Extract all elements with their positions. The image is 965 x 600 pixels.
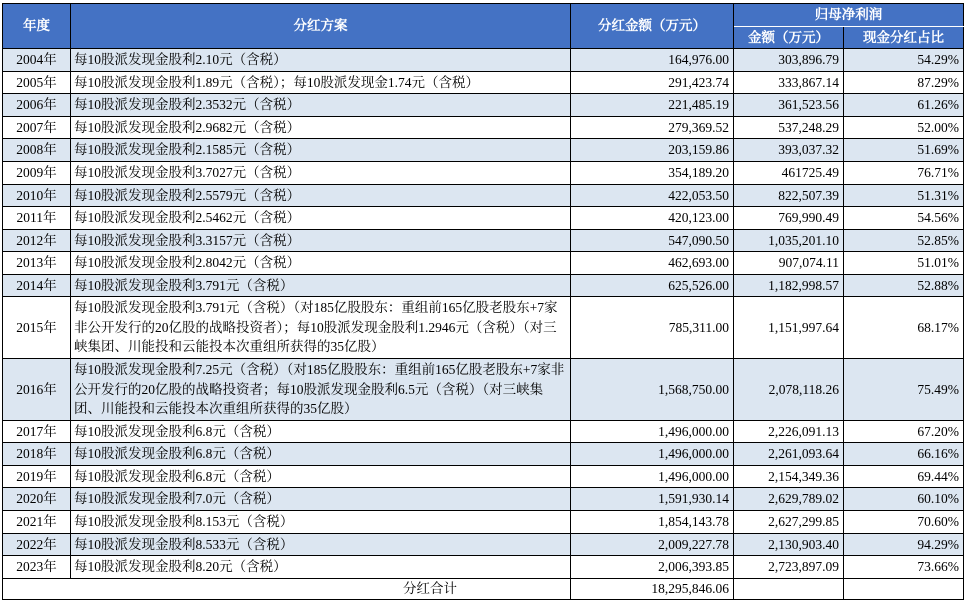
dividend-cell: 547,090.50 (571, 229, 734, 252)
header-payout-ratio: 现金分红占比 (844, 26, 964, 49)
profit-cell: 769,990.49 (734, 207, 844, 230)
plan-cell: 每10股派发现金股利2.1585元（含税） (71, 139, 571, 162)
profit-cell: 1,151,997.64 (734, 297, 844, 359)
profit-cell: 2,130,903.40 (734, 533, 844, 556)
plan-cell: 每10股派发现金股利8.533元（含税） (71, 533, 571, 556)
ratio-cell: 51.31% (844, 184, 964, 207)
header-profit-amount: 金额（万元） (734, 26, 844, 49)
year-cell: 2008年 (3, 139, 71, 162)
plan-cell: 每10股派发现金股利1.89元（含税）；每10股派发现金1.74元（含税） (71, 71, 571, 94)
header-year: 年度 (3, 4, 71, 49)
dividend-cell: 420,123.00 (571, 207, 734, 230)
year-cell: 2019年 (3, 465, 71, 488)
dividend-cell: 1,496,000.00 (571, 443, 734, 466)
year-cell: 2020年 (3, 488, 71, 511)
dividend-cell: 1,591,930.14 (571, 488, 734, 511)
ratio-cell: 87.29% (844, 71, 964, 94)
profit-cell: 2,261,093.64 (734, 443, 844, 466)
profit-cell: 461725.49 (734, 161, 844, 184)
dividend-cell: 203,159.86 (571, 139, 734, 162)
ratio-cell: 69.44% (844, 465, 964, 488)
header-dividend-amount: 分红金额（万元） (571, 4, 734, 49)
table-row (3, 161, 964, 184)
table-row (3, 49, 964, 72)
ratio-cell: 70.60% (844, 510, 964, 533)
profit-cell: 822,507.39 (734, 184, 844, 207)
year-cell: 2010年 (3, 184, 71, 207)
profit-cell: 2,723,897.09 (734, 556, 844, 579)
dividend-cell: 279,369.52 (571, 116, 734, 139)
dividend-cell: 2,006,393.85 (571, 556, 734, 579)
ratio-cell: 52.88% (844, 274, 964, 297)
dividend-cell: 164,976.00 (571, 49, 734, 72)
profit-cell: 2,226,091.13 (734, 420, 844, 443)
table-row (3, 297, 964, 359)
plan-cell: 每10股派发现金股利2.5462元（含税） (71, 207, 571, 230)
profit-cell: 907,074.11 (734, 252, 844, 275)
profit-cell: 1,182,998.57 (734, 274, 844, 297)
profit-cell: 1,035,201.10 (734, 229, 844, 252)
dividend-cell: 462,693.00 (571, 252, 734, 275)
table-footer (3, 578, 964, 599)
profit-cell: 2,627,299.85 (734, 510, 844, 533)
dividend-cell: 354,189.20 (571, 161, 734, 184)
total-profit-empty (734, 578, 844, 599)
dividend-cell: 1,496,000.00 (571, 420, 734, 443)
table-row (3, 274, 964, 297)
year-cell: 2016年 (3, 359, 71, 421)
header-row-top (3, 4, 964, 27)
plan-cell: 每10股派发现金股利2.9682元（含税） (71, 116, 571, 139)
dividend-cell: 785,311.00 (571, 297, 734, 359)
year-cell: 2023年 (3, 556, 71, 579)
profit-cell: 361,523.56 (734, 94, 844, 117)
plan-cell: 每10股派发现金股利6.8元（含税） (71, 420, 571, 443)
plan-cell: 每10股派发现金股利2.5579元（含税） (71, 184, 571, 207)
total-ratio-empty (844, 578, 964, 599)
table-row (3, 488, 964, 511)
plan-cell: 每10股派发现金股利7.0元（含税） (71, 488, 571, 511)
year-cell: 2009年 (3, 161, 71, 184)
total-dividend-value: 18,295,846.06 (571, 578, 734, 599)
year-cell: 2015年 (3, 297, 71, 359)
plan-cell: 每10股派发现金股利3.7027元（含税） (71, 161, 571, 184)
table-row (3, 533, 964, 556)
table-row (3, 207, 964, 230)
ratio-cell: 76.71% (844, 161, 964, 184)
year-cell: 2006年 (3, 94, 71, 117)
plan-cell: 每10股派发现金股利3.791元（含税）（对185亿股股东：重组前165亿股老股东+7家非公开发行的20亿股的战略投资者）；每10股派发现金股利1.2946元（含税）（对三峡集团、川能投和云能投本次重组所获得的35亿股） (71, 297, 571, 359)
year-cell: 2011年 (3, 207, 71, 230)
ratio-cell: 54.56% (844, 207, 964, 230)
ratio-cell: 75.49% (844, 359, 964, 421)
plan-cell: 每10股派发现金股利2.8042元（含税） (71, 252, 571, 275)
year-cell: 2022年 (3, 533, 71, 556)
ratio-cell: 60.10% (844, 488, 964, 511)
ratio-cell: 73.66% (844, 556, 964, 579)
plan-cell: 每10股派发现金股利8.20元（含税） (71, 556, 571, 579)
profit-cell: 303,896.79 (734, 49, 844, 72)
table-header (3, 4, 964, 49)
table-row (3, 71, 964, 94)
table-row (3, 359, 964, 421)
profit-cell: 333,867.14 (734, 71, 844, 94)
total-label: 分红合计 (3, 578, 571, 599)
profit-cell: 537,248.29 (734, 116, 844, 139)
year-cell: 2004年 (3, 49, 71, 72)
year-cell: 2017年 (3, 420, 71, 443)
header-net-profit-group: 归母净利润 (734, 4, 964, 27)
ratio-cell: 67.20% (844, 420, 964, 443)
dividend-history-table (2, 3, 964, 600)
table-row (3, 252, 964, 275)
plan-cell: 每10股派发现金股利7.25元（含税）（对185亿股股东：重组前165亿股老股东+7家非公开发行的20亿股的战略投资者；每10股派发现金股利6.5元（含税）（对三峡集团、川能投和云能投本次重组所获得的35亿股） (71, 359, 571, 421)
ratio-cell: 52.85% (844, 229, 964, 252)
year-cell: 2005年 (3, 71, 71, 94)
dividend-cell: 625,526.00 (571, 274, 734, 297)
plan-cell: 每10股派发现金股利8.153元（含税） (71, 510, 571, 533)
dividend-cell: 422,053.50 (571, 184, 734, 207)
plan-cell: 每10股派发现金股利2.3532元（含税） (71, 94, 571, 117)
table-row (3, 184, 964, 207)
table-row (3, 229, 964, 252)
year-cell: 2007年 (3, 116, 71, 139)
table-row (3, 556, 964, 579)
dividend-cell: 1,568,750.00 (571, 359, 734, 421)
ratio-cell: 51.01% (844, 252, 964, 275)
year-cell: 2014年 (3, 274, 71, 297)
dividend-cell: 221,485.19 (571, 94, 734, 117)
profit-cell: 2,078,118.26 (734, 359, 844, 421)
year-cell: 2013年 (3, 252, 71, 275)
table-row (3, 443, 964, 466)
total-row (3, 578, 964, 599)
profit-cell: 2,154,349.36 (734, 465, 844, 488)
dividend-cell: 1,854,143.78 (571, 510, 734, 533)
table-body (3, 49, 964, 579)
table-row (3, 139, 964, 162)
ratio-cell: 61.26% (844, 94, 964, 117)
table-row (3, 465, 964, 488)
ratio-cell: 68.17% (844, 297, 964, 359)
ratio-cell: 54.29% (844, 49, 964, 72)
plan-cell: 每10股派发现金股利3.3157元（含税） (71, 229, 571, 252)
ratio-cell: 51.69% (844, 139, 964, 162)
profit-cell: 2,629,789.02 (734, 488, 844, 511)
table-row (3, 420, 964, 443)
table-row (3, 116, 964, 139)
header-plan: 分红方案 (71, 4, 571, 49)
dividend-cell: 291,423.74 (571, 71, 734, 94)
plan-cell: 每10股派发现金股利3.791元（含税） (71, 274, 571, 297)
ratio-cell: 94.29% (844, 533, 964, 556)
table-row (3, 510, 964, 533)
dividend-cell: 2,009,227.78 (571, 533, 734, 556)
year-cell: 2012年 (3, 229, 71, 252)
ratio-cell: 66.16% (844, 443, 964, 466)
table-row (3, 94, 964, 117)
plan-cell: 每10股派发现金股利2.10元（含税） (71, 49, 571, 72)
dividend-cell: 1,496,000.00 (571, 465, 734, 488)
plan-cell: 每10股派发现金股利6.8元（含税） (71, 443, 571, 466)
ratio-cell: 52.00% (844, 116, 964, 139)
plan-cell: 每10股派发现金股利6.8元（含税） (71, 465, 571, 488)
year-cell: 2018年 (3, 443, 71, 466)
profit-cell: 393,037.32 (734, 139, 844, 162)
year-cell: 2021年 (3, 510, 71, 533)
